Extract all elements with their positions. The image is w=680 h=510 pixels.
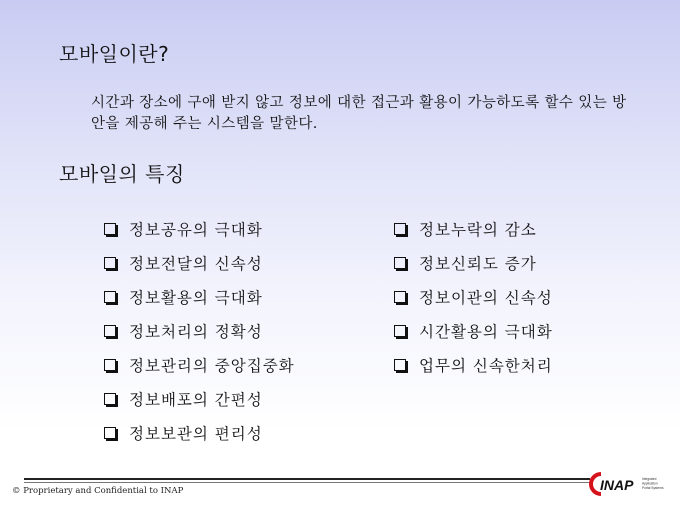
feature-item — [394, 246, 553, 280]
feature-label: 정보활용의 극대화 — [129, 289, 263, 307]
feature-item — [104, 348, 295, 382]
checkbox-bullet-icon — [394, 359, 406, 371]
feature-label: 정보보관의 편리성 — [129, 425, 263, 443]
footer-divider-thin — [24, 482, 590, 483]
feature-item — [394, 280, 553, 314]
feature-label: 정보이관의 신속성 — [419, 289, 553, 307]
section-title: 모바일의 특징 — [59, 162, 185, 186]
feature-label: 업무의 신속한처리 — [419, 357, 553, 375]
checkbox-bullet-icon — [104, 393, 116, 405]
feature-item — [104, 382, 295, 416]
checkbox-bullet-icon — [104, 359, 116, 371]
checkbox-bullet-icon — [104, 291, 116, 303]
feature-label: 정보공유의 극대화 — [129, 221, 263, 239]
feature-item — [104, 212, 295, 246]
feature-item — [104, 314, 295, 348]
feature-label: 정보신뢰도 증가 — [419, 255, 537, 273]
feature-list-left — [104, 212, 295, 450]
checkbox-bullet-icon — [104, 325, 116, 337]
checkbox-bullet-icon — [104, 223, 116, 235]
checkbox-bullet-icon — [394, 257, 406, 269]
feature-label: 정보관리의 중앙집중화 — [129, 357, 295, 375]
footer-divider — [24, 478, 590, 480]
feature-label: 정보배포의 간편성 — [129, 391, 263, 409]
logo-wordmark: INAP — [600, 477, 634, 493]
feature-item — [104, 416, 295, 450]
feature-item — [104, 246, 295, 280]
feature-list-right — [394, 212, 553, 382]
copyright-notice: © Proprietary and Confidential to INAP — [12, 486, 184, 496]
checkbox-bullet-icon — [394, 223, 406, 235]
checkbox-bullet-icon — [104, 427, 116, 439]
checkbox-bullet-icon — [394, 291, 406, 303]
checkbox-bullet-icon — [394, 325, 406, 337]
feature-item — [394, 348, 553, 382]
feature-label: 정보누락의 감소 — [419, 221, 537, 239]
feature-label: 정보처리의 정확성 — [129, 323, 263, 341]
checkbox-bullet-icon — [104, 257, 116, 269]
inap-logo — [588, 468, 676, 500]
logo-tagline: Application — [642, 481, 658, 486]
page-title: 모바일이란? — [59, 42, 170, 66]
description-text: 시간과 장소에 구애 받지 않고 정보에 대한 접근과 활용이 가능하도록 할수 있는 방안을 제공해 주는 시스템을 말한다. — [91, 95, 627, 132]
feature-item — [394, 212, 553, 246]
feature-item — [394, 314, 553, 348]
feature-item — [104, 280, 295, 314]
logo-tagline: Integrated — [642, 477, 657, 481]
feature-label: 시간활용의 극대화 — [419, 323, 553, 341]
feature-label: 정보전달의 신속성 — [129, 255, 263, 273]
logo-tagline: Portal Systems — [642, 486, 664, 490]
